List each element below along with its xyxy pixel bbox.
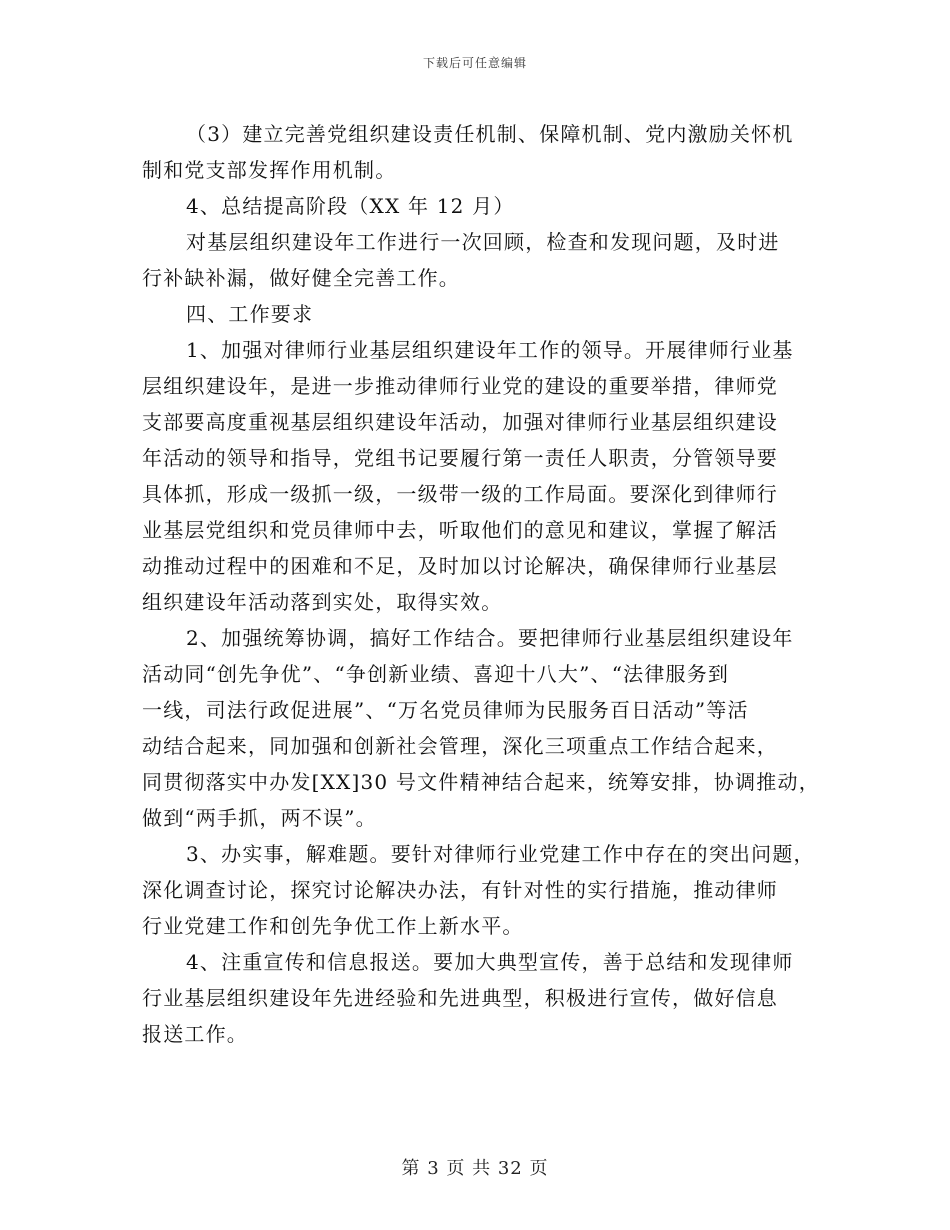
- text-line: 组织建设年活动落到实处，取得实效。: [142, 590, 503, 614]
- text-line: 行业基层组织建设年先进经验和先进典型，积极进行宣传，做好信息: [142, 986, 778, 1010]
- text-line: 业基层党组织和党员律师中去，听取他们的意见和建议，掌握了解活: [142, 518, 778, 542]
- text-line: 具体抓，形成一级抓一级，一级带一级的工作局面。要深化到律师行: [142, 482, 778, 506]
- text-line: 同贯彻落实中办发[XX]30 号文件精神结合起来，统筹安排，协调推动，: [142, 770, 820, 794]
- text-line: 报送工作。: [142, 1022, 248, 1046]
- text-line: 动结合起来，同加强和创新社会管理，深化三项重点工作结合起来，: [142, 734, 778, 758]
- text-line: 3、办实事，解难题。要针对律师行业党建工作中存在的突出问题，: [186, 842, 815, 866]
- text-line: 四、工作要求: [186, 302, 314, 326]
- text-line: 活动同“创先争优”、“争创新业绩、喜迎十八大”、“法律服务到: [142, 662, 730, 686]
- page-header: 下载后可任意编辑: [422, 56, 527, 70]
- text-line: 4、注重宣传和信息报送。要加大典型宣传，善于总结和发现律师: [186, 950, 794, 974]
- text-line: （3）建立完善党组织建设责任机制、保障机制、党内激励关怀机: [186, 122, 794, 146]
- text-line: 深化调查讨论，探究讨论解决办法，有针对性的实行措施，推动律师: [142, 878, 778, 902]
- document-body: [142, 116, 822, 1052]
- text-line: 4、总结提高阶段（XX 年 12 月）: [186, 194, 515, 218]
- text-line: 动推动过程中的困难和不足，及时加以讨论解决，确保律师行业基层: [142, 554, 778, 578]
- text-line: 年活动的领导和指导，党组书记要履行第一责任人职责，分管领导要: [142, 446, 778, 470]
- text-line: 支部要高度重视基层组织建设年活动，加强对律师行业基层组织建设: [142, 410, 778, 434]
- text-line: 行业党建工作和创先争优工作上新水平。: [142, 914, 524, 938]
- text-line: 2、加强统筹协调，搞好工作结合。要把律师行业基层组织建设年: [186, 626, 794, 650]
- text-line: 对基层组织建设年工作进行一次回顾，检查和发现问题，及时进: [186, 230, 780, 254]
- text-line: 层组织建设年，是进一步推动律师行业党的建设的重要举措，律师党: [142, 374, 778, 398]
- text-line: 一线，司法行政促进展”、“万名党员律师为民服务百日活动”等活: [142, 698, 749, 722]
- text-line: 做到“两手抓，两不误”。: [142, 806, 377, 830]
- text-line: 1、加强对律师行业基层组织建设年工作的领导。开展律师行业基: [186, 338, 794, 362]
- text-line: 行补缺补漏，做好健全完善工作。: [142, 266, 460, 290]
- page-footer: 第 3 页 共 32 页: [401, 1158, 549, 1179]
- text-line: 制和党支部发挥作用机制。: [142, 158, 397, 182]
